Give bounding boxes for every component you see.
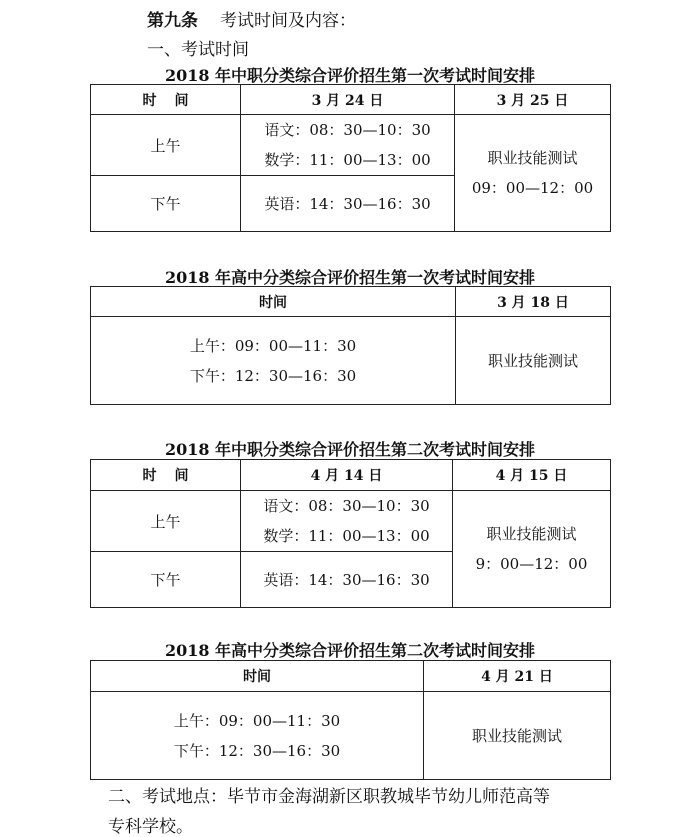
times-cell [91, 317, 456, 405]
schedule-table-2 [90, 286, 611, 405]
subject-line: 语文：08：30—10：30 [264, 121, 431, 139]
subjects-cell [241, 491, 453, 552]
time-line: 上午：09：00—11：30 [189, 336, 357, 355]
table-1-title: 2018 年中职分类综合评价招生第一次考试时间安排 [164, 66, 536, 85]
section-one-heading: 一、考试时间 [147, 40, 249, 60]
subjects-cell [241, 115, 455, 176]
schedule-table-4 [90, 660, 611, 780]
exam-location-line-2: 专科学校。 [108, 817, 193, 837]
skills-test-label: 职业技能测试 [486, 525, 577, 543]
header-time-cell: 时间 [91, 287, 456, 317]
subject-line: 数学：11：00—13：00 [264, 151, 431, 169]
header-date-cell: 3 月 18 日 [456, 287, 611, 317]
period-afternoon: 下午 [91, 552, 241, 608]
article-number: 第九条 [147, 11, 198, 31]
period-morning: 上午 [91, 115, 241, 176]
skills-test-time: 09：00—12：00 [471, 179, 594, 197]
header-date-cell: 4 月 15 日 [453, 460, 611, 491]
header-date-cell: 4 月 14 日 [241, 460, 453, 491]
schedule-table-3 [90, 459, 611, 608]
skills-test-label: 职业技能测试 [487, 149, 578, 167]
header-time-cell: 时间 [91, 460, 241, 491]
subjects-cell: 英语：14：30—16：30 [241, 176, 455, 232]
article-text: 考试时间及内容： [220, 11, 356, 31]
table-2-title: 2018 年高中分类综合评价招生第一次考试时间安排 [164, 268, 536, 287]
skills-test-cell: 职业技能测试 [424, 692, 611, 780]
time-line: 上午：09：00—11：30 [173, 711, 341, 730]
table-header-row [91, 460, 611, 491]
schedule-table-1 [90, 84, 611, 232]
skills-test-time: 9：00—12：00 [475, 555, 588, 573]
table-4-title: 2018 年高中分类综合评价招生第二次考试时间安排 [164, 641, 536, 660]
header-date-cell: 3 月 25 日 [455, 85, 611, 115]
header-time-cell: 时间 [91, 661, 424, 692]
header-date-cell: 4 月 21 日 [424, 661, 611, 692]
period-afternoon: 下午 [91, 176, 241, 232]
period-morning: 上午 [91, 491, 241, 552]
exam-location-line-1: 二、考试地点：毕节市金海湖新区职教城毕节幼儿师范高等 [108, 787, 550, 807]
subject-line: 数学：11：00—13：00 [263, 527, 430, 545]
subjects-cell: 英语：14：30—16：30 [241, 552, 453, 608]
header-date-cell: 3 月 24 日 [241, 85, 455, 115]
table-row [91, 115, 611, 176]
table-row [91, 692, 611, 780]
time-line: 下午：12：30—16：30 [189, 366, 357, 385]
subject-line: 语文：08：30—10：30 [263, 497, 430, 515]
times-cell [91, 692, 424, 780]
table-3-title: 2018 年中职分类综合评价招生第二次考试时间安排 [164, 440, 536, 459]
skills-test-cell: 职业技能测试 [456, 317, 611, 405]
header-time-cell: 时间 [91, 85, 241, 115]
table-row [91, 491, 611, 552]
article-heading [147, 6, 356, 31]
skills-test-cell [455, 115, 611, 232]
skills-test-cell [453, 491, 611, 608]
table-header-row [91, 287, 611, 317]
table-header-row [91, 85, 611, 115]
table-header-row [91, 661, 611, 692]
time-line: 下午：12：30—16：30 [173, 741, 341, 760]
table-row [91, 317, 611, 405]
